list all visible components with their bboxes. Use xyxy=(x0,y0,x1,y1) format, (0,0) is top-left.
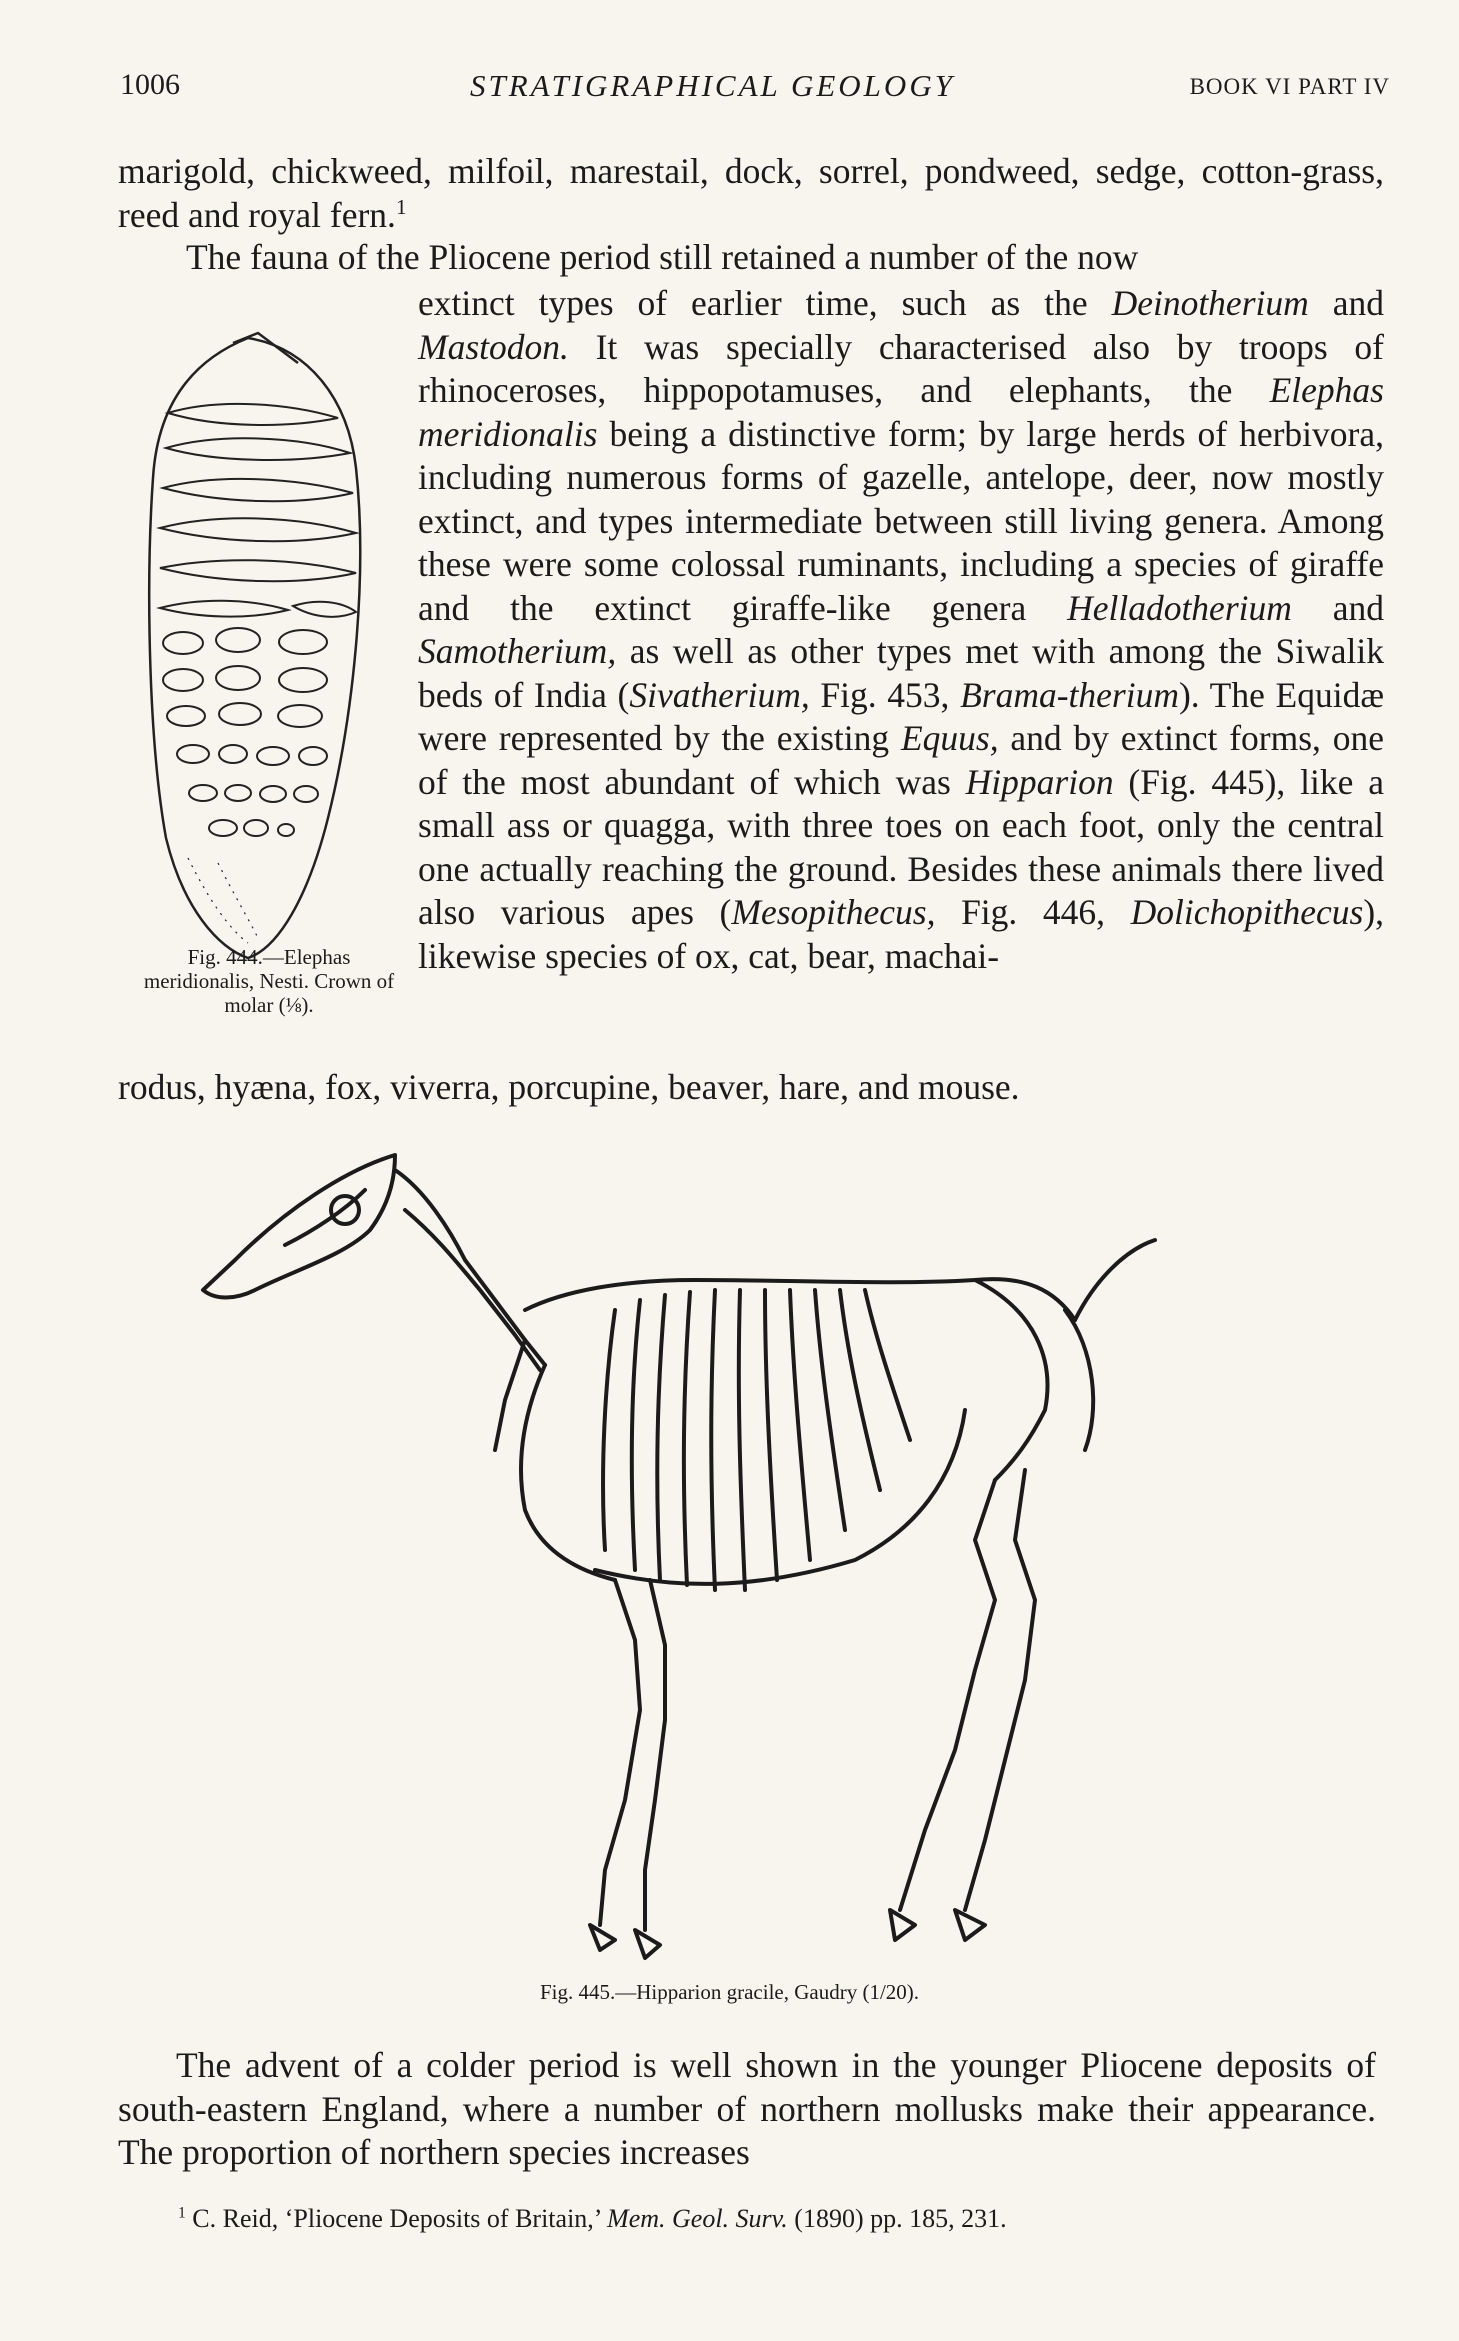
text-run: It was specially characterised also by troops of rhinoceroses, hippopotamuses, and elephants, the xyxy=(418,326,1384,410)
text-run: and xyxy=(1291,587,1384,628)
hipparion-skeleton-figure xyxy=(195,1150,1295,1980)
footnote-reference: 1 xyxy=(395,194,407,219)
book-part-label: BOOK VI PART IV xyxy=(1189,74,1390,99)
figure-445-caption: Fig. 445.—Hipparion gracile, Gaudry (1/20). xyxy=(539,1980,920,2004)
paragraph-plants xyxy=(118,150,1384,237)
taxon-name: Equus, xyxy=(900,718,999,758)
taxon-name: Brama-therium xyxy=(960,674,1179,715)
text-run: and by extinct forms, one of the most abundant of which was xyxy=(418,718,1384,802)
text-run: and xyxy=(1308,283,1384,323)
taxon-name: Helladotherium xyxy=(1067,587,1292,628)
paragraph-fauna-body xyxy=(418,282,1384,978)
paragraph-fauna-lead: The fauna of the Pliocene period still retained a number of the now xyxy=(186,237,1139,277)
taxon-name: Sivatherium, xyxy=(629,674,810,715)
text-run: (Fig. 445), like a small ass or quagga, with three toes on each foot, only the central one actually reaching the ground. Besides these animals there lived also various apes ( xyxy=(418,761,1384,932)
running-title: STRATIGRAPHICAL GEOLOGY xyxy=(470,68,955,103)
taxon-name: Hipparion xyxy=(965,761,1114,802)
taxon-name: Dolichopithecus xyxy=(1130,892,1364,932)
elephas-molar-figure xyxy=(138,318,378,968)
taxon-name: Mesopithecus, xyxy=(731,892,936,932)
figure-444-caption: Fig. 444.—Elephas meridionalis, Nesti. Crown of molar (⅛). xyxy=(143,945,395,1017)
taxon-name: Samotherium, xyxy=(418,631,617,671)
footnote-journal: Mem. Geol. Surv. xyxy=(607,2204,788,2233)
running-header xyxy=(120,68,1390,108)
text-run: being a distinctive form; by large herds of herbivora, including numerous forms of gazelle, antelope, deer, now mostly extinct, and types intermediate between still living genera. Among these were some colossal ruminants, including a species of giraffe and the extinct giraffe-like genera xyxy=(418,413,1384,628)
footnote xyxy=(178,2204,1007,2234)
text-run: ), likewise species of ox, cat, bear, machai- xyxy=(418,892,1385,976)
paragraph-colder-period: The advent of a colder period is well shown in the younger Pliocene deposits of south-eastern England, where a number of northern mollusks make their appearance. The proportion of northern species increases xyxy=(118,2045,1376,2172)
paragraph-fauna-tail: rodus, hyæna, fox, viverra, porcupine, beaver, hare, and mouse. xyxy=(118,1067,1020,1107)
footnote-mark: 1 xyxy=(178,2204,186,2222)
text-run: extinct types of earlier time, such as the xyxy=(418,283,1112,323)
text-run: Fig. 446, xyxy=(935,892,1131,932)
page-number: 1006 xyxy=(120,68,180,101)
taxon-name: Deinotherium xyxy=(1111,283,1309,323)
text-run: as well as other types met with among the Siwalik beds of India ( xyxy=(418,631,1384,715)
taxon-name: Elephas meridionalis xyxy=(418,370,1384,454)
text-run: Fig. 453, xyxy=(809,674,961,715)
paragraph-plants-text: marigold, chickweed, milfoil, marestail, dock, sorrel, pondweed, sedge, cotton-grass, reed and royal fern. xyxy=(118,151,1384,235)
text-run: ). The Equidæ were represented by the existing xyxy=(418,674,1384,758)
taxon-name: Mastodon. xyxy=(418,326,569,367)
footnote-text-before: C. Reid, ‘Pliocene Deposits of Britain,’ xyxy=(192,2204,608,2233)
footnote-text-after: (1890) pp. 185, 231. xyxy=(787,2204,1007,2233)
